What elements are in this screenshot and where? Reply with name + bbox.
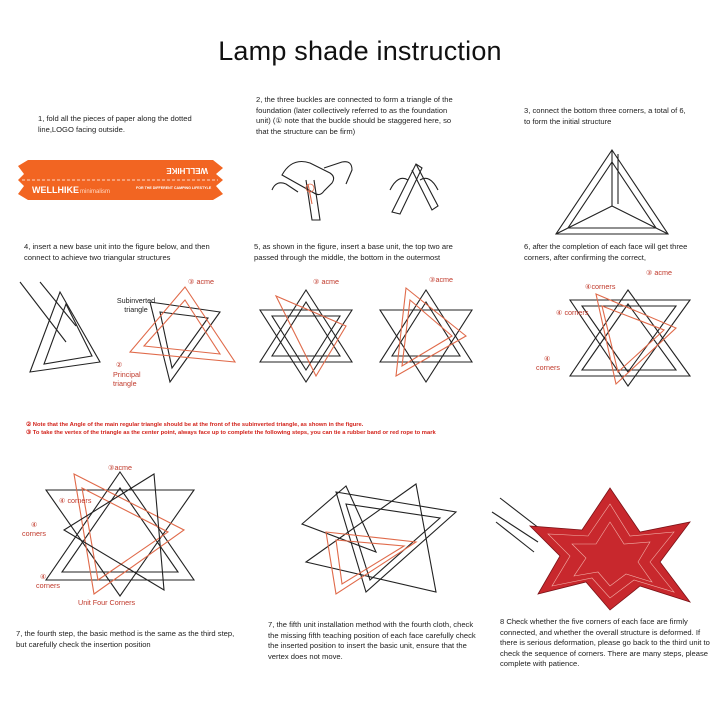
s7-corners3-label: corners xyxy=(36,581,60,590)
step-5-text: 5, as shown in the figure, insert a base unit, the top two are passed through the middle, the bottom in the outermost xyxy=(254,242,453,262)
note-1: ② Note that the Angle of the main regular triangle should be at the front of the subinverted triangle, as shown in the figure. xyxy=(26,422,364,428)
step-1-text: 1, fold all the pieces of paper along the dotted line,LOGO facing outside. xyxy=(38,114,192,134)
step-3-illustration xyxy=(552,148,672,238)
step-2-text: 2, the three buckles are connected to form a triangle of the foundation (later collectively referred to as the foundation unit) (① note that the buckle should be staggered here, so that the structure can be firm) xyxy=(256,95,453,136)
s7-corners1-label: ④ corners xyxy=(59,496,92,505)
step-7-text: 7, the fourth step, the basic method is the same as the third step, but carefully check the insertion position xyxy=(16,629,235,649)
s5-acme1-label: ③ acme xyxy=(313,277,340,286)
step-8-text: 7, the fifth unit installation method with the fourth cloth, check the missing fifth teaching position of each face carefully check the inserted position to insert the basic unit, ensure that the vertex does not move. xyxy=(268,620,476,661)
strip-sub: minimalism xyxy=(80,189,110,195)
page-title: Lamp shade instruction xyxy=(218,36,502,66)
s7-corners2-num: ④ xyxy=(31,520,38,529)
step-6-text: 6, after the completion of each face will get three corners, after confirming the correct, xyxy=(524,242,688,262)
step-1-strip-illustration xyxy=(18,160,223,208)
strip-brand-top: WELLHIKE xyxy=(166,166,208,175)
s6-corners3-label: corners xyxy=(536,363,560,372)
step-3-text: 3, connect the bottom three corners, a total of 6, to form the initial structure xyxy=(524,106,686,126)
s7-corners3-num: ④ xyxy=(40,572,47,581)
step-2-illustration xyxy=(262,150,452,230)
s6-corners3-num: ④ xyxy=(544,354,551,363)
s4-principal-label: Principal triangle xyxy=(113,370,141,388)
step-4-text: 4, insert a new base unit into the figure below, and then connect to achieve two triangular structures xyxy=(24,242,210,262)
s6-acme-label: ③ acme xyxy=(645,268,673,277)
strip-tag: FOR THE DIFFERENT CAMPING LIFESTYLE xyxy=(136,186,212,190)
note-2: ③ To take the vertex of the triangle as the center point, always face up to complete the following steps, you can tie a rubber band or red rope to mark xyxy=(26,430,436,436)
step-6-illustration xyxy=(566,288,696,388)
s7-acme-label: ③acme xyxy=(108,463,133,472)
s4-subinverted-label: Subinverted triangle xyxy=(116,296,156,314)
s4-acme-label: ③ acme xyxy=(188,277,215,286)
step-7-illustration xyxy=(34,470,214,600)
s7-unit-label: Unit Four Corners xyxy=(78,598,136,607)
step-5-illustration xyxy=(256,286,476,386)
strip-brand: WELLHIKE xyxy=(32,185,79,195)
s6-corners2-label: ④ corners xyxy=(556,308,589,317)
s5-acme2-label: ③acme xyxy=(429,275,454,284)
step-9-illustration xyxy=(490,482,700,612)
step-9-text: 8 Check whether the five corners of each face are firmly connected, and whether the overall structure is deformed. If there is serious deformation, please go back to the third unit to check the sequence of corners. There are many steps, please complete with patience. xyxy=(500,617,710,669)
s6-corners1-label: ④corners xyxy=(585,282,616,291)
s7-corners2-label: corners xyxy=(22,529,46,538)
s4-principal-num: ② xyxy=(116,360,123,369)
step-8-illustration xyxy=(296,482,466,602)
